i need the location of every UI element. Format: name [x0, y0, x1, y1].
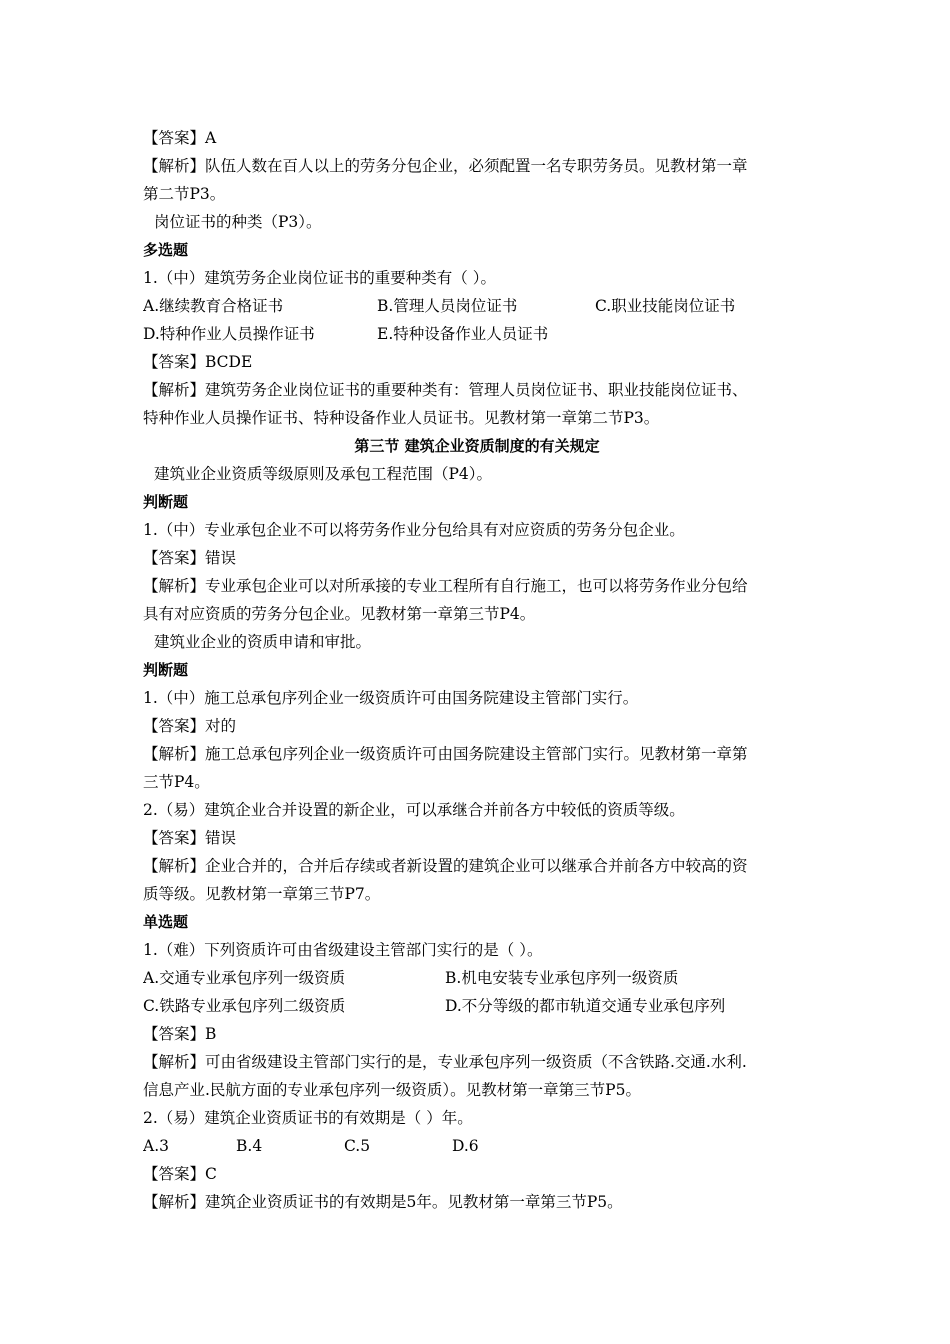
answer-line: 【答案】对的	[143, 717, 237, 735]
option-e: E.特种设备作业人员证书	[377, 325, 549, 343]
answer-line: 【答案】错误	[143, 829, 237, 847]
options-row	[143, 964, 811, 992]
option-c: C.铁路专业承包序列二级资质	[143, 997, 346, 1015]
option-a: A.交通专业承包序列一级资质	[143, 969, 346, 987]
answer-line: 【答案】A	[143, 129, 217, 147]
question-type-heading: 判断题	[143, 661, 189, 679]
option-a: A.继续教育合格证书	[143, 297, 284, 315]
answer-line: 【答案】BCDE	[143, 353, 253, 371]
answer-line: 【答案】B	[143, 1025, 217, 1043]
option-b: B.机电安装专业承包序列一级资质	[445, 969, 679, 987]
question-line: 1.（难）下列资质许可由省级建设主管部门实行的是（ ）。	[143, 941, 543, 959]
analysis-line: 【解析】建筑劳务企业岗位证书的重要种类有：管理人员岗位证书、职业技能岗位证书、	[143, 381, 748, 399]
question-line: 1.（中）施工总承包序列企业一级资质许可由国务院建设主管部门实行。	[143, 689, 639, 707]
analysis-line: 【解析】建筑企业资质证书的有效期是5年。见教材第一章第三节P5。	[143, 1193, 623, 1211]
analysis-line: 特种作业人员操作证书、特种设备作业人员证书。见教材第一章第二节P3。	[143, 409, 660, 427]
analysis-line: 【解析】专业承包企业可以对所承接的专业工程所有自行施工，也可以将劳务作业分包给	[143, 577, 748, 595]
analysis-line: 【解析】可由省级建设主管部门实行的是，专业承包序列一级资质（不含铁路.交通.水利.	[143, 1053, 747, 1071]
option-c: C.5	[344, 1137, 371, 1155]
question-type-heading: 判断题	[143, 493, 189, 511]
analysis-line: 【解析】队伍人数在百人以上的劳务分包企业，必须配置一名专职劳务员。见教材第一章	[143, 157, 748, 175]
document-body	[143, 124, 811, 1216]
question-line: 1.（中）专业承包企业不可以将劳务作业分包给具有对应资质的劳务分包企业。	[143, 521, 685, 539]
options-row	[143, 992, 811, 1020]
topic-line: 岗位证书的种类（P3）。	[154, 213, 322, 231]
analysis-line: 三节P4。	[143, 773, 210, 791]
section-title: 第三节 建筑企业资质制度的有关规定	[354, 437, 600, 455]
question-line: 1.（中）建筑劳务企业岗位证书的重要种类有（ ）。	[143, 269, 496, 287]
topic-line: 建筑业企业的资质申请和审批。	[154, 633, 372, 651]
option-d: D.不分等级的都市轨道交通专业承包序列	[445, 997, 726, 1015]
analysis-line: 【解析】施工总承包序列企业一级资质许可由国务院建设主管部门实行。见教材第一章第	[143, 745, 748, 763]
answer-line: 【答案】C	[143, 1165, 217, 1183]
question-type-heading: 多选题	[143, 241, 189, 259]
analysis-line: 【解析】企业合并的，合并后存续或者新设置的建筑企业可以继承合并前各方中较高的资	[143, 857, 748, 875]
option-a: A.3	[143, 1137, 169, 1155]
analysis-line: 质等级。见教材第一章第三节P7。	[143, 885, 381, 903]
topic-line: 建筑业企业资质等级原则及承包工程范围（P4）。	[154, 465, 493, 483]
analysis-line: 具有对应资质的劳务分包企业。见教材第一章第三节P4。	[143, 605, 536, 623]
analysis-line: 第二节P3。	[143, 185, 226, 203]
question-line: 2.（易）建筑企业合并设置的新企业，可以承继合并前各方中较低的资质等级。	[143, 801, 685, 819]
answer-line: 【答案】错误	[143, 549, 237, 567]
option-c: C.职业技能岗位证书	[595, 297, 736, 315]
question-line: 2.（易）建筑企业资质证书的有效期是（ ）年。	[143, 1109, 473, 1127]
option-b: B.4	[236, 1137, 263, 1155]
option-d: D.6	[452, 1137, 479, 1155]
options-row	[143, 1132, 811, 1160]
option-b: B.管理人员岗位证书	[377, 297, 518, 315]
options-row	[143, 320, 811, 348]
option-d: D.特种作业人员操作证书	[143, 325, 315, 343]
question-type-heading: 单选题	[143, 913, 189, 931]
analysis-line: 信息产业.民航方面的专业承包序列一级资质）。见教材第一章第三节P5。	[143, 1081, 641, 1099]
options-row	[143, 292, 811, 320]
